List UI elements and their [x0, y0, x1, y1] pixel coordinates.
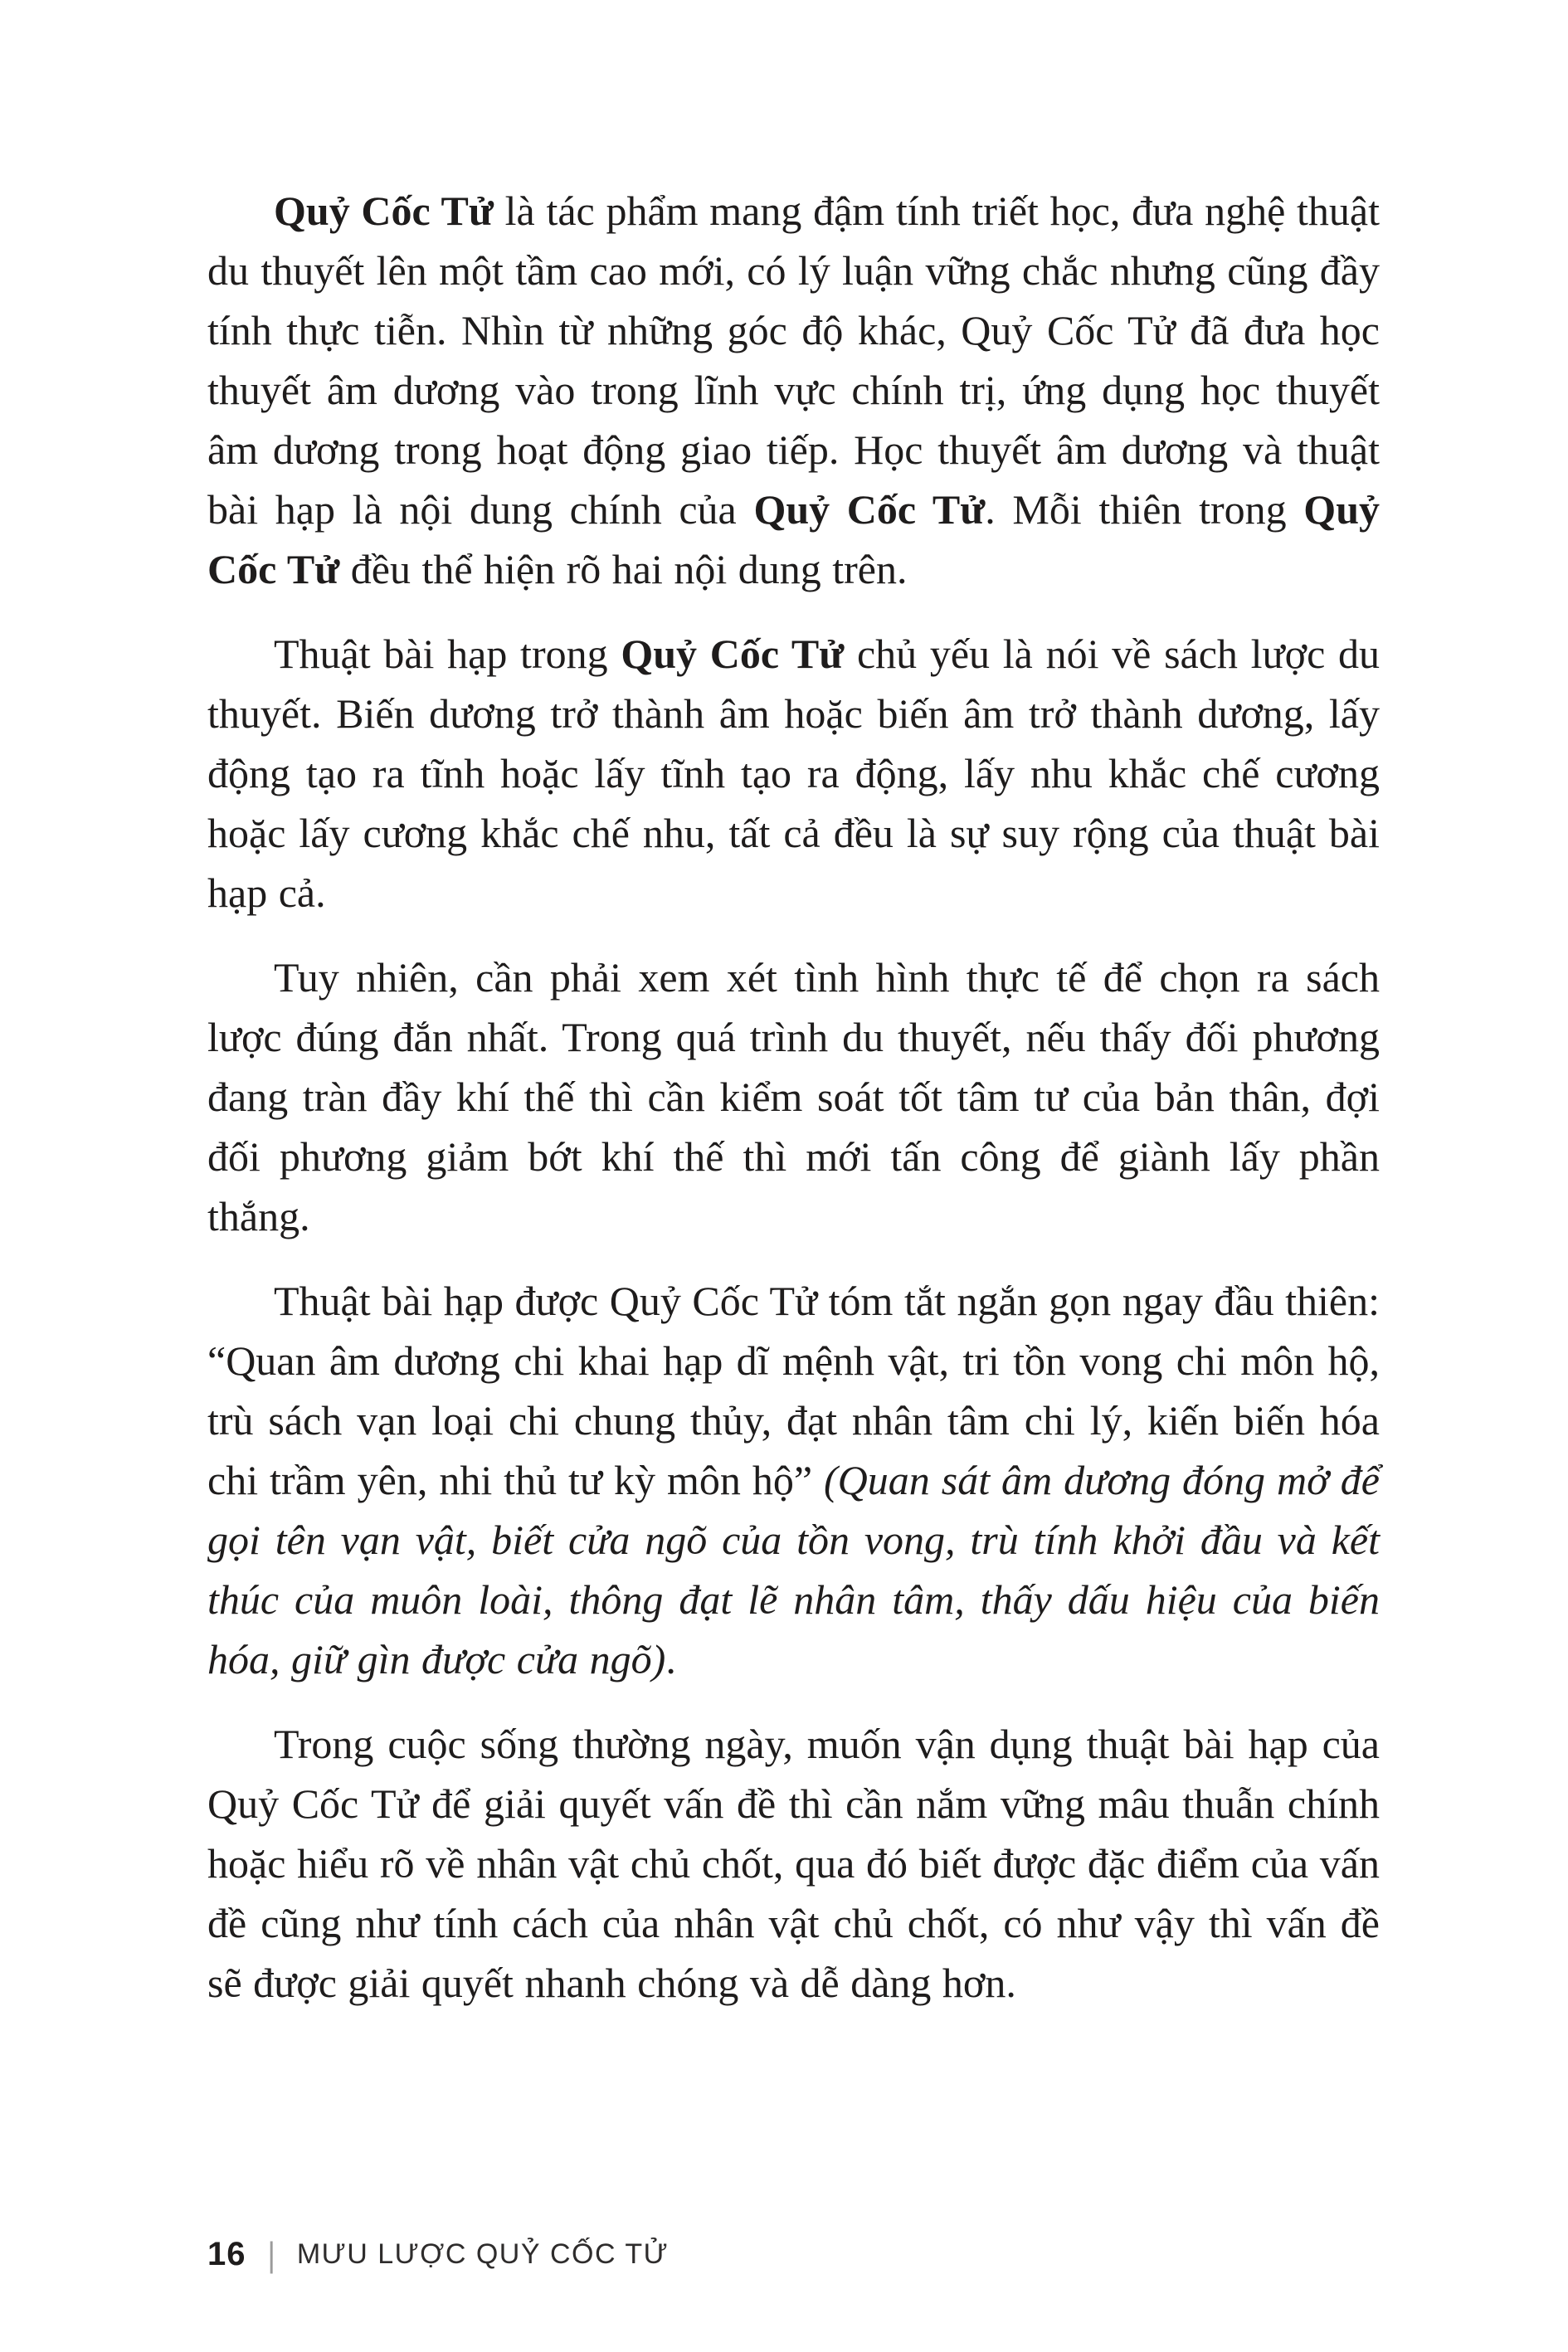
text-run: Trong cuộc sống thường ngày, muốn vận dụng thuật bài hạp của Quỷ Cốc Tử để giải quyết vấn đề thì cần nắm vững mâu thuẫn chính hoặc hiểu rõ về nhân vật chủ chốt, qua đó biết được đặc điểm của vấn đề cũng như tính cách của nhân vật chủ chốt, có như vậy thì vấn đề sẽ được giải quyết nhanh chóng và dễ dàng hơn. [207, 1721, 1380, 2006]
text-run: . Mỗi thiên trong [985, 486, 1304, 533]
book-title: MƯU LƯỢC QUỶ CỐC TỬ [296, 2238, 670, 2270]
italic-text-run: (Quan sát âm dương đóng mở để gọi tên vạn vật, biết cửa ngõ của tồn vong, trù tính khởi đầu và kết thúc của muôn loài, thông đạt lẽ nhân tâm, thấy dấu hiệu của biến hóa, giữ gìn được cửa ngõ) [207, 1457, 1380, 1682]
paragraph [207, 947, 1380, 1246]
bold-text-run: Quỷ Cốc Tử [621, 631, 845, 677]
text-run: chủ yếu là nói về sách lược du thuyết. Biến dương trở thành âm hoặc biến âm trở thành dương, lấy động tạo ra tĩnh hoặc lấy tĩnh tạo ra động, lấy nhu khắc chế cương hoặc lấy cương khắc chế nhu, tất cả đều là sự suy rộng của thuật bài hạp cả. [207, 631, 1380, 916]
bold-text-run: Quỷ Cốc Tử [274, 187, 494, 234]
paragraph [207, 624, 1380, 923]
paragraph [207, 1714, 1380, 2013]
text-run: Thuật bài hạp được Quỷ Cốc Tử tóm tắt ngắn gọn ngay đầu thiên: “Quan âm dương chi khai hạp dĩ mệnh vật, tri tồn vong chi môn hộ, trù sách vạn loại chi chung thủy, đạt nhân tâm chi lý, kiến biến hóa chi trầm yên, nhi thủ tư kỳ môn hộ” [207, 1278, 1380, 1503]
paragraph [207, 181, 1380, 599]
text-block [207, 181, 1380, 2038]
page-number: 16 [207, 2236, 246, 2272]
text-run: là tác phẩm mang đậm tính triết học, đưa nghệ thuật du thuyết lên một tầm cao mới, có lý luận vững chắc nhưng cũng đầy tính thực tiễn. Nhìn từ những góc độ khác, Quỷ Cốc Tử đã đưa học thuyết âm dương vào trong lĩnh vực chính trị, ứng dụng học thuyết âm dương trong hoạt động giao tiếp. Học thuyết âm dương và thuật bài hạp là nội dung chính của [207, 187, 1380, 533]
text-run: đều thể hiện rõ hai nội dung trên. [339, 546, 908, 592]
bold-text-run: Quỷ Cốc Tử [753, 486, 986, 533]
page-footer [207, 2236, 669, 2273]
footer-separator: | [267, 2234, 275, 2274]
text-run: . [665, 1636, 676, 1682]
text-run: Thuật bài hạp trong [274, 631, 621, 677]
paragraph [207, 1271, 1380, 1689]
bold-text-run: Quỷ Cốc Tử [207, 486, 1380, 592]
text-run: Tuy nhiên, cần phải xem xét tình hình thực tế để chọn ra sách lược đúng đắn nhất. Trong quá trình du thuyết, nếu thấy đối phương đang tràn đầy khí thế thì cần kiểm soát tốt tâm tư của bản thân, đợi đối phương giảm bớt khí thế thì mới tấn công để giành lấy phần thắng. [207, 954, 1380, 1239]
